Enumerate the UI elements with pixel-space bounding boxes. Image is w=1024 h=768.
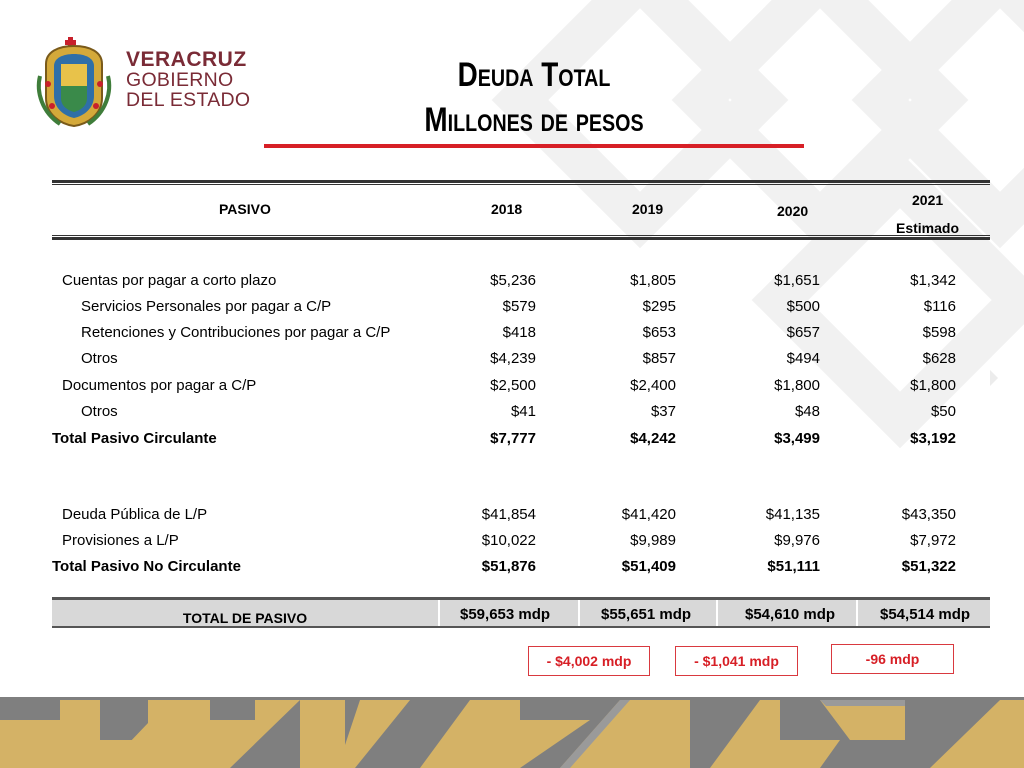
cell-value: $37 [650, 403, 676, 420]
title-underline [264, 144, 804, 148]
row-label: Cuentas por pagar a corto plazo [62, 272, 277, 289]
cell-value: $5,236 [490, 272, 536, 289]
cell-value: $51,111 [767, 558, 820, 575]
difference-2021: -96 mdp [831, 644, 954, 674]
page-subtitle [313, 101, 756, 140]
difference-2019: - $4,002 mdp [528, 646, 650, 676]
total-value-2021: $54,514 mdp [880, 606, 971, 623]
cell-value: $1,800 [910, 377, 956, 394]
col-header-2021: 2021 [912, 192, 944, 208]
total-separator [438, 600, 440, 626]
cell-value: $41,854 [481, 506, 536, 523]
cell-value: $2,400 [630, 377, 676, 394]
cell-value: $500 [786, 298, 820, 315]
cell-value: $653 [642, 324, 676, 341]
col-header-2019: 2019 [632, 201, 664, 217]
table-top-rule-inner [52, 184, 990, 185]
row-label: Servicios Personales por pagar a C/P [81, 298, 332, 315]
row-label: Provisiones a L/P [62, 532, 179, 549]
row-label: Documentos por pagar a C/P [62, 377, 257, 394]
row-label: Otros [81, 403, 118, 420]
cell-value: $295 [642, 298, 676, 315]
cell-value: $494 [786, 350, 820, 367]
title-line-1: Deuda Total [457, 56, 611, 94]
table-top-rule [52, 180, 990, 183]
total-value-2018: $59,653 mdp [460, 606, 551, 623]
cell-value: $4,242 [630, 430, 676, 447]
title-line-2: Millones de pesos [424, 101, 644, 139]
cell-value: $3,499 [774, 430, 820, 447]
cell-value: $51,876 [481, 558, 536, 575]
row-label: Otros [81, 350, 118, 367]
total-value-2019: $55,651 mdp [601, 606, 692, 623]
col-header-pasivo: PASIVO [219, 201, 271, 217]
cell-value: $7,972 [910, 532, 956, 549]
cell-value: $628 [922, 350, 956, 367]
row-label-total: Total Pasivo No Circulante [52, 558, 241, 575]
row-label: Retenciones y Contribuciones por pagar a C/P [81, 324, 391, 341]
total-separator [578, 600, 580, 626]
brand-line-veracruz: VERACRUZ [126, 48, 247, 71]
brand-line-estado: DEL ESTADO [126, 89, 251, 111]
coat-of-arms-logo [34, 36, 114, 128]
cell-value: $418 [502, 324, 536, 341]
total-value-2020: $54,610 mdp [745, 606, 836, 623]
cell-value: $1,342 [910, 272, 956, 289]
col-header-2018: 2018 [491, 201, 523, 217]
cell-value: $50 [930, 403, 956, 420]
cell-value: $9,976 [774, 532, 820, 549]
cell-value: $3,192 [910, 430, 956, 447]
cell-value: $657 [786, 324, 820, 341]
brand-text [126, 50, 250, 110]
cell-value: $7,777 [490, 430, 536, 447]
cell-value: $1,805 [630, 272, 676, 289]
cell-value: $2,500 [490, 377, 536, 394]
cell-value: $598 [922, 324, 956, 341]
header-bottom-rule [52, 237, 990, 240]
cell-value: $43,350 [901, 506, 956, 523]
cell-value: $41,420 [621, 506, 676, 523]
total-separator [716, 600, 718, 626]
cell-value: $116 [923, 298, 956, 315]
brand-line-gobierno: GOBIERNO [126, 69, 234, 91]
row-label: Deuda Pública de L/P [62, 506, 208, 523]
col-header-2020: 2020 [777, 203, 809, 219]
cell-value: $1,651 [774, 272, 820, 289]
cell-value: $4,239 [490, 350, 536, 367]
cell-value: $51,409 [621, 558, 676, 575]
cell-value: $41,135 [765, 506, 820, 523]
col-header-2021-note: Estimado [896, 220, 960, 236]
total-label: TOTAL DE PASIVO [182, 610, 308, 626]
row-label-total: Total Pasivo Circulante [52, 430, 217, 447]
cell-value: $48 [794, 403, 820, 420]
cell-value: $857 [642, 350, 676, 367]
total-separator [856, 600, 858, 626]
cell-value: $41 [510, 403, 536, 420]
cell-value: $1,800 [774, 377, 820, 394]
page-title [313, 56, 756, 95]
cell-value: $9,989 [630, 532, 676, 549]
difference-2020: - $1,041 mdp [675, 646, 798, 676]
cell-value: $10,022 [481, 532, 536, 549]
header-bottom-rule-inner [52, 235, 990, 236]
cell-value: $579 [502, 298, 536, 315]
cell-value: $51,322 [901, 558, 956, 575]
